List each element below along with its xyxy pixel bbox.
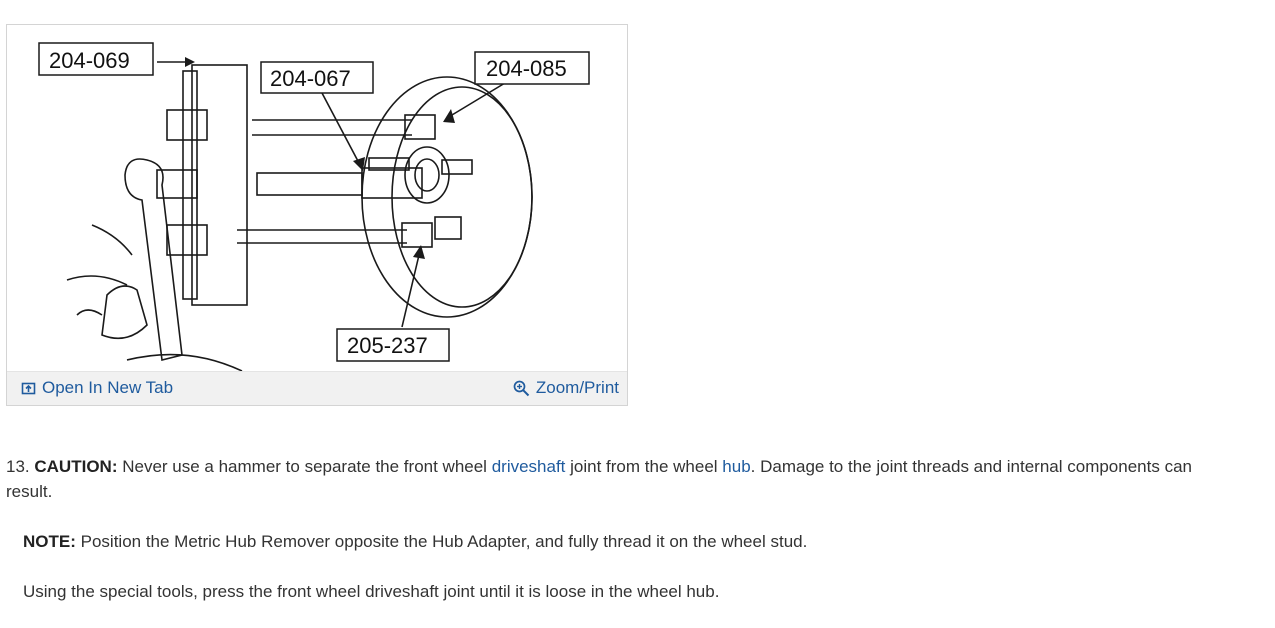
caution-label: CAUTION: — [34, 457, 118, 476]
hub-bore — [415, 159, 439, 191]
zoom-print-link[interactable] — [513, 378, 619, 398]
diagram-image[interactable] — [7, 25, 627, 371]
leader-205-237 — [402, 255, 419, 327]
figure-card — [6, 24, 628, 406]
lower-bolt — [167, 225, 207, 255]
figure-toolbar — [7, 371, 627, 405]
leader-204-067 — [322, 93, 359, 163]
note-label: NOTE: — [23, 532, 76, 551]
instruction-text: Using the special tools, press the front wheel driveshaft joint until it is loose in the wheel hub. — [23, 582, 720, 601]
callout-204-067: 204-067 — [270, 66, 351, 91]
open-in-new-tab-icon — [21, 381, 36, 396]
caution-text-2: joint from the wheel — [570, 457, 718, 476]
callout-205-237: 205-237 — [347, 333, 428, 358]
caution-text-3: . Damage to the joint threads and internal components can result. — [6, 457, 1192, 501]
open-in-new-tab-label: Open In New Tab — [42, 378, 174, 397]
wrench — [125, 159, 182, 360]
instruction-paragraph — [23, 579, 1223, 604]
callout-204-069: 204-069 — [49, 48, 130, 73]
puller-plate — [192, 65, 247, 305]
note-text: Position the Metric Hub Remover opposite the Hub Adapter, and fully thread it on the wheel stud. — [80, 532, 808, 551]
hub-remover-diagram — [7, 25, 627, 371]
zoom-print-label: Zoom/Print — [535, 378, 619, 397]
step-number: 13. — [6, 457, 30, 476]
callout-204-085: 204-085 — [486, 56, 567, 81]
driveshaft-link[interactable]: driveshaft — [491, 457, 566, 476]
upper-bolt — [167, 110, 207, 140]
note-paragraph — [23, 529, 1223, 554]
open-in-new-tab-link[interactable] — [21, 378, 173, 398]
hub-center — [405, 147, 449, 203]
zoom-icon — [513, 380, 530, 397]
hub-link[interactable]: hub — [722, 457, 751, 476]
caution-text-1: Never use a hammer to separate the front wheel — [122, 457, 487, 476]
forcing-screw — [257, 173, 362, 195]
step-13-caution — [6, 454, 1221, 504]
